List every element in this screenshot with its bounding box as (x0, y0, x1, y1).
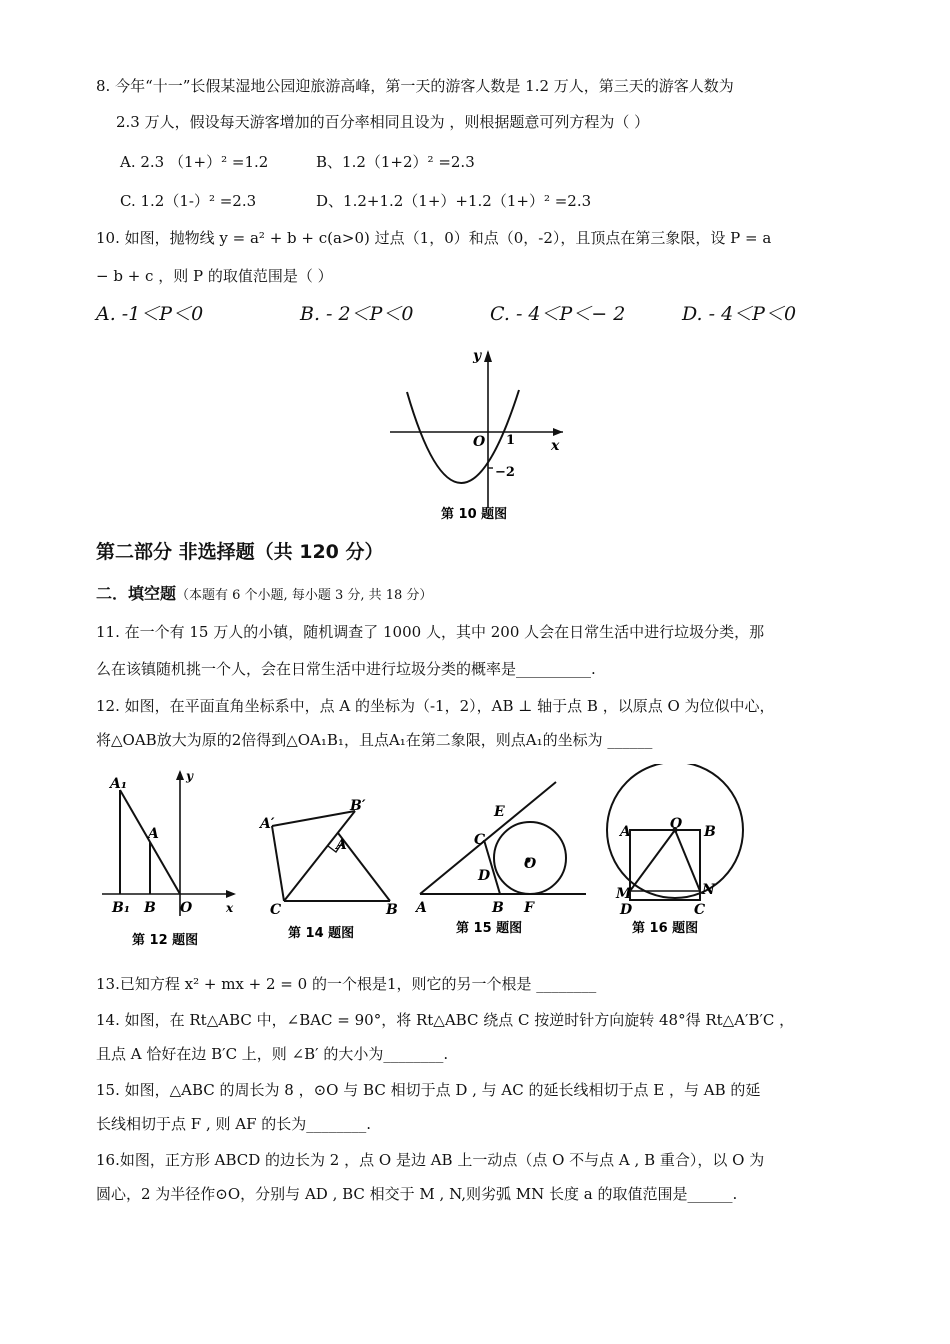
q10-line1: 10. 如图，抛物线 y = a² + b + c(a>0) 过点（1，0）和点（0，-2），且顶点在第三象限，设 P = a (96, 229, 772, 247)
q12-line2: 将△OAB放大为原的2倍得到△OA₁B₁，且点A₁在第二象限，则点A₁的坐标为 ______ (96, 731, 653, 749)
q10-line2: − b + c ，则 P 的取值范围是（ ） (96, 267, 333, 285)
fig12-a1: A₁ (110, 776, 127, 792)
q14-line1: 14. 如图，在 Rt△ABC 中，∠BAC = 90°，将 Rt△ABC 绕点 C 按逆时针方向旋转 48°得 Rt△A′B′C ， (96, 1011, 795, 1029)
fig14-ap: A′ (260, 816, 275, 832)
q16-line1: 16.如图，正方形 ABCD 的边长为 2 ，点 O 是边 AB 上一动点（点 O 不与点 A , B 重合），以 O 为 (96, 1151, 765, 1169)
segment-ap-bp (272, 811, 355, 826)
segment-cb (484, 840, 500, 894)
q8-option-d: D、1.2+1.2（1+）+1.2（1+）² =2.3 (316, 192, 592, 210)
fig14-c: C (270, 902, 282, 918)
q8-line2: 2.3 万人，假设每天游客增加的百分率相同且设为 ，则根据题意可列方程为（ ） (116, 113, 650, 131)
fig12-b: B (144, 900, 156, 916)
fig16-d: D (620, 902, 633, 918)
fig15-f: F (524, 900, 534, 916)
fig16-caption: 第 16 题图 (632, 921, 699, 936)
fig15-c: C (474, 832, 486, 848)
fig10-one-label: 1 (506, 433, 516, 448)
y-axis-arrow (484, 350, 492, 362)
figure-12 (98, 766, 246, 956)
q8-option-a: A. 2.3 （1+）² =1.2 (120, 153, 269, 171)
fig10-caption: 第 10 题图 (441, 507, 508, 522)
q8-line1: 8. 今年“十一”长假某湿地公园迎旅游高峰，第一天的游客人数是 1.2 万人，第三天的游客人数为 (96, 77, 734, 95)
fig10-origin-label: O (473, 434, 486, 450)
q10-option-d: D. - 4＜P＜0 (682, 303, 797, 325)
fig15-d: D (478, 868, 491, 884)
fig12-x: x (226, 901, 234, 915)
q14-line2: 且点 A 恰好在边 B′C 上，则 ∠B′ 的大小为________. (96, 1045, 449, 1063)
fig16-a: A (620, 824, 631, 840)
y-axis-arrow (176, 770, 184, 780)
section2-note: （本题有 6 个小题, 每小题 3 分, 共 18 分） (176, 588, 433, 603)
fig12-y: y (186, 769, 193, 783)
fig16-c: C (694, 902, 706, 918)
fig14-bp: B′ (350, 798, 366, 814)
fig14-b: B (386, 902, 398, 918)
q15-line1: 15. 如图，△ABC 的周长为 8 ，⊙O 与 BC 相切于点 D , 与 AC 的延长线相切于点 E ，与 AB 的延 (96, 1081, 761, 1099)
q11-line2: 么在该镇随机挑一个人，会在日常生活中进行垃圾分类的概率是__________. (96, 660, 596, 678)
x-axis-arrow (226, 890, 236, 898)
fig14-caption: 第 14 题图 (288, 926, 355, 941)
figure-14 (258, 796, 408, 944)
fig16-n: N (702, 882, 715, 898)
figure-15 (412, 776, 592, 944)
fig12-b1: B₁ (112, 900, 130, 916)
q10-option-a: A. -1＜P＜0 (96, 303, 204, 325)
fig16-o: O (670, 816, 683, 832)
q15-line2: 长线相切于点 F , 则 AF 的长为________. (96, 1115, 372, 1133)
q10-option-b: B. - 2＜P＜0 (300, 303, 414, 325)
fig15-b: B (492, 900, 504, 916)
figure-10-parabola (385, 340, 575, 525)
q8-option-b: B、1.2（1+2）² =2.3 (316, 153, 475, 171)
fig10-neg2-label: −2 (495, 465, 515, 480)
fig15-caption: 第 15 题图 (456, 921, 523, 936)
fig15-e: E (494, 804, 505, 820)
segment-on (675, 830, 700, 891)
q16-line2: 圆心，2 为半径作⊙O，分别与 AD , BC 相交于 M , N,则劣弧 MN 长度 a 的取值范围是______. (96, 1185, 738, 1203)
q8-option-c: C. 1.2（1-）² =2.3 (120, 192, 257, 210)
q10-option-c: C. - 4＜P＜− 2 (490, 303, 626, 325)
fig15-a: A (416, 900, 427, 916)
segment-ap-c (272, 826, 284, 901)
section2-title: 二．填空题 (96, 584, 177, 603)
q12-line1: 12. 如图，在平面直角坐标系中，点 A 的坐标为（-1，2），AB ⊥ 轴于点 B ，以原点 O 为位似中心， (96, 697, 775, 715)
fig16-b: B (704, 824, 716, 840)
fig16-m: M (616, 886, 632, 902)
fig10-y-label: y (473, 348, 482, 364)
segment-c-bp (284, 811, 355, 901)
fig14-a: A (336, 837, 347, 853)
q11-line1: 11. 在一个有 15 万人的小镇，随机调查了 1000 人，其中 200 人会在日常生活中进行垃圾分类，那 (96, 623, 765, 641)
fig12-caption: 第 12 题图 (132, 933, 199, 948)
fig12-a: A (148, 826, 159, 842)
fig12-o: O (180, 900, 193, 916)
fig15-o: O (524, 856, 537, 872)
q13-line1: 13.已知方程 x² + mx + 2 = 0 的一个根是1，则它的另一个根是 ________ (96, 975, 597, 993)
fig10-x-label: x (551, 438, 560, 454)
part2-heading: 第二部分 非选择题（共 120 分） (96, 541, 384, 563)
segment-om (630, 830, 675, 891)
section2-header (96, 584, 432, 606)
x-axis-arrow (553, 428, 563, 436)
figure-16 (600, 764, 750, 944)
